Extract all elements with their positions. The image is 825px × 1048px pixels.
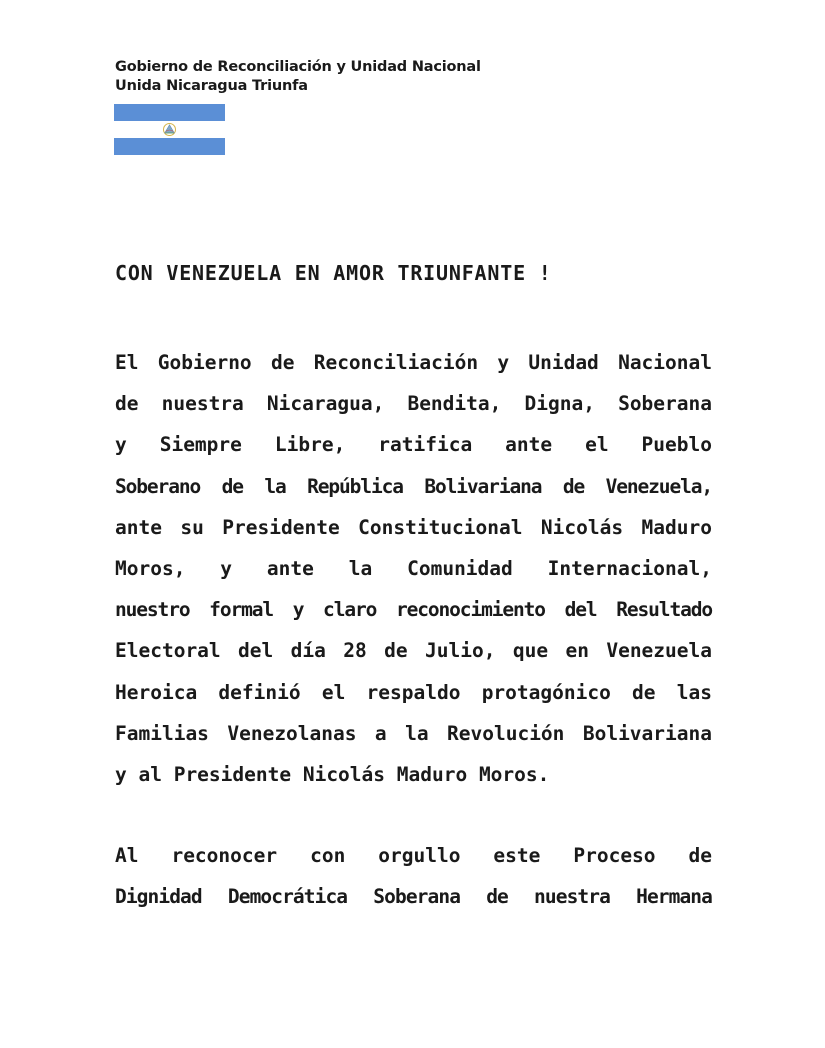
nicaragua-flag-icon — [114, 104, 225, 155]
paragraph-1-line: El Gobierno de Reconciliación y Unidad Nacional — [115, 351, 712, 374]
letterhead-government-name: Gobierno de Reconciliación y Unidad Nacional — [115, 59, 481, 75]
paragraph-1-line: ante su Presidente Constitucional Nicolás Maduro — [115, 515, 712, 539]
paragraph-1-line: Moros, y ante la Comunidad Internacional, — [115, 556, 712, 580]
paragraph-2-line: Dignidad Democrática Soberana de nuestra Hermana — [115, 885, 712, 909]
paragraph-1 — [115, 342, 712, 795]
paragraph-1-line: Soberano de la República Bolivariana de Venezuela, — [115, 474, 712, 498]
letterhead-slogan: Unida Nicaragua Triunfa — [115, 78, 308, 94]
document-title: CON VENEZUELA EN AMOR TRIUNFANTE ! — [115, 261, 552, 285]
paragraph-1-line: y Siempre Libre, ratifica ante el Pueblo — [115, 433, 712, 457]
paragraph-2-line: Al reconocer con orgullo este Proceso de — [115, 844, 712, 867]
letterhead — [115, 58, 481, 96]
paragraph-2 — [115, 835, 712, 917]
paragraph-1-line: Heroica definió el respaldo protagónico de las — [115, 680, 712, 704]
paragraph-1-line: nuestro formal y claro reconocimiento del Resultado — [115, 598, 712, 622]
paragraph-1-line: de nuestra Nicaragua, Bendita, Digna, Soberana — [115, 392, 712, 416]
paragraph-1-line: y al Presidente Nicolás Maduro Moros. — [115, 762, 550, 786]
paragraph-1-line: Electoral del día 28 de Julio, que en Venezuela — [115, 639, 712, 663]
paragraph-1-line: Familias Venezolanas a la Revolución Bolivariana — [115, 721, 712, 745]
